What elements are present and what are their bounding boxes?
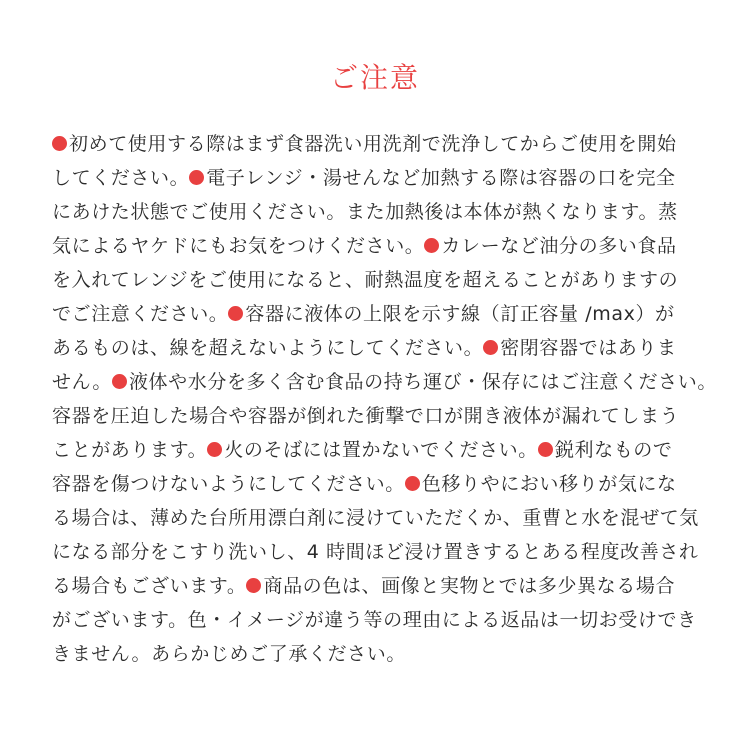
text-segment: 鋭利なもので bbox=[554, 439, 673, 461]
text-segment: 液体や水分を多く含む食品の持ち運び・保存にはご注意ください。 bbox=[128, 371, 717, 393]
text-line bbox=[52, 331, 702, 365]
text-line bbox=[52, 297, 702, 331]
text-segment: 容器を傷つけないようにしてください。 bbox=[52, 473, 405, 495]
bullet-dot-icon bbox=[483, 340, 498, 355]
page-title: ご注意 bbox=[329, 61, 420, 94]
bullet-dot-icon bbox=[424, 238, 439, 253]
text-segment: 容器に液体の上限を示す線（訂正容量 /max）が bbox=[245, 303, 675, 325]
text-line bbox=[52, 569, 702, 603]
text-line bbox=[52, 467, 702, 501]
text-segment: になる部分をこすり洗いし、4 時間ほど浸け置きするとある程度改善され bbox=[52, 541, 699, 563]
bullet-dot-icon bbox=[538, 442, 553, 457]
notice-body bbox=[52, 127, 717, 671]
text-segment: してください。 bbox=[52, 167, 190, 189]
text-line bbox=[52, 501, 702, 535]
text-segment: を入れてレンジをご使用になると、耐熱温度を超えることがありますの bbox=[52, 269, 679, 291]
text-line bbox=[52, 535, 702, 569]
text-segment: る場合は、薄めた台所用漂白剤に浸けていただくか、重曹と水を混ぜて気 bbox=[52, 507, 699, 529]
text-segment: ことがあります。 bbox=[52, 439, 208, 461]
text-line bbox=[52, 637, 702, 671]
text-line bbox=[52, 195, 702, 229]
text-segment: 火のそばには置かないでください。 bbox=[224, 439, 538, 461]
bullet-dot-icon bbox=[207, 442, 222, 457]
text-line bbox=[52, 229, 702, 263]
text-segment: 密閉容器ではありま bbox=[500, 337, 677, 359]
text-line bbox=[52, 365, 717, 399]
text-line bbox=[52, 433, 702, 467]
text-segment: せん。 bbox=[52, 371, 112, 393]
text-segment: あるものは、線を超えないようにしてください。 bbox=[52, 337, 484, 359]
bullet-dot-icon bbox=[405, 476, 420, 491]
bullet-dot-icon bbox=[228, 306, 243, 321]
text-segment: 気によるヤケドにもお気をつけください。 bbox=[52, 235, 425, 257]
bullet-dot-icon bbox=[189, 170, 204, 185]
text-line bbox=[52, 161, 702, 195]
text-segment: 商品の色は、画像と実物とでは多少異なる場合 bbox=[263, 575, 676, 597]
text-segment: にあけた状態でご使用ください。また加熱後は本体が熱くなります。蒸 bbox=[52, 201, 678, 223]
text-segment: きません。あらかじめご了承ください。 bbox=[52, 643, 406, 665]
text-segment: 電子レンジ・湯せんなど加熱する際は容器の口を完全 bbox=[206, 167, 676, 189]
text-segment: カレーなど油分の多い食品 bbox=[441, 235, 677, 257]
bullet-dot-icon bbox=[52, 136, 67, 151]
bullet-dot-icon bbox=[112, 374, 127, 389]
text-segment: 初めて使用する際はまず食器洗い用洗剤で洗浄してからご使用を開始 bbox=[69, 133, 677, 155]
bullet-dot-icon bbox=[246, 578, 261, 593]
text-segment: 色移りやにおい移りが気にな bbox=[421, 473, 677, 495]
text-segment: る場合もございます。 bbox=[52, 575, 247, 597]
text-segment: でご注意ください。 bbox=[52, 303, 229, 325]
text-segment: 容器を圧迫した場合や容器が倒れた衝撃で口が開き液体が漏れてしまう bbox=[52, 405, 680, 427]
text-line bbox=[52, 603, 702, 637]
text-segment: がございます。色・イメージが違う等の理由による返品は一切お受けでき bbox=[52, 609, 697, 631]
text-line bbox=[52, 263, 702, 297]
text-line bbox=[52, 127, 702, 161]
text-line bbox=[52, 399, 702, 433]
